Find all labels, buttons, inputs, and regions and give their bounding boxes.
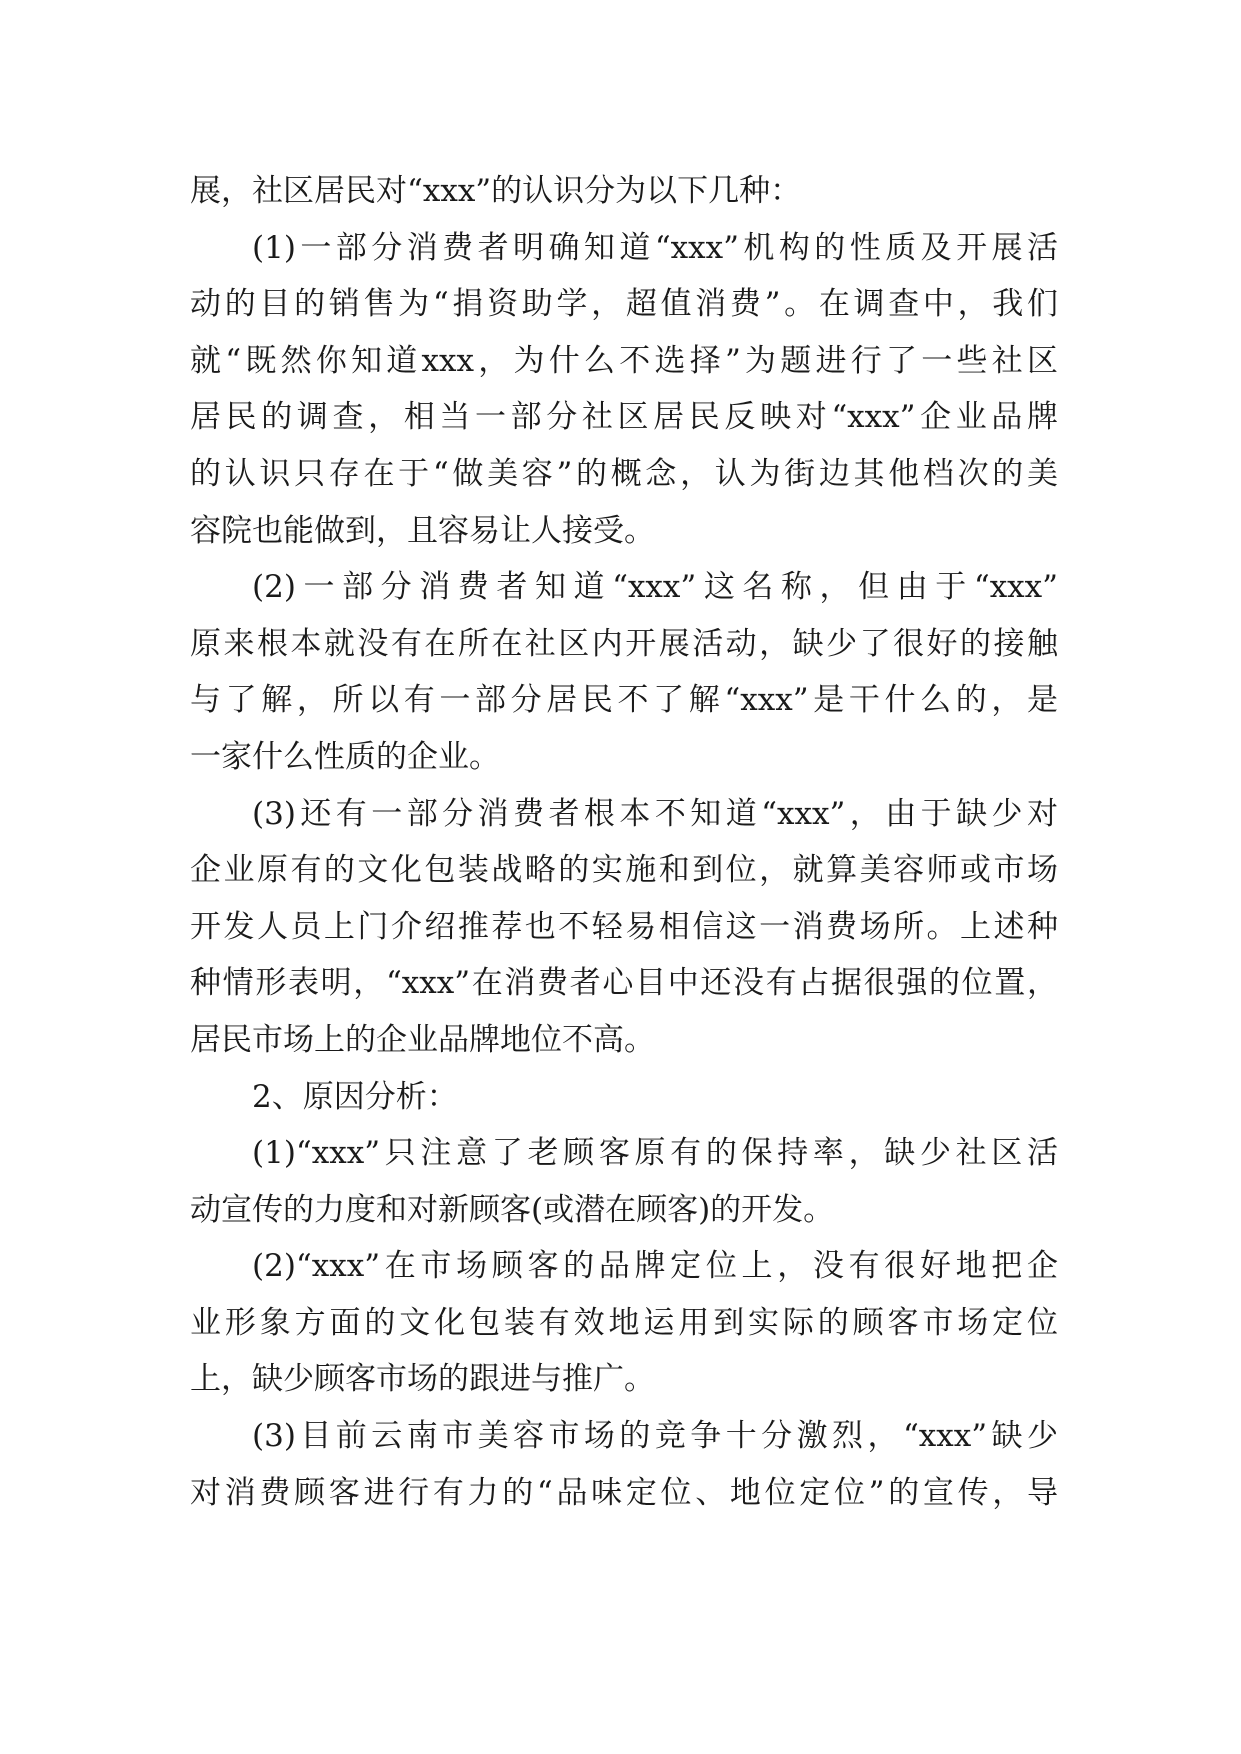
- text-line: 就“既然你知道xxx，为什么不选择”为题进行了一些社区: [190, 342, 1058, 379]
- text-line: (1)“xxx”只注意了老顾客原有的保持率，缺少社区活: [252, 1135, 1058, 1172]
- text-line: 与了解，所以有一部分居民不了解“xxx”是干什么的，是: [190, 682, 1058, 719]
- text-line: (3)还有一部分消费者根本不知道“xxx”，由于缺少对: [252, 795, 1058, 832]
- text-line: 动宣传的力度和对新顾客(或潜在顾客)的开发。: [190, 1191, 835, 1228]
- text-line: (1)一部分消费者明确知道“xxx”机构的性质及开展活: [252, 229, 1058, 266]
- text-line: 种情形表明，“xxx”在消费者心目中还没有占据很强的位置，: [190, 965, 1058, 1002]
- text-line: 居民市场上的企业品牌地位不高。: [190, 1021, 655, 1058]
- text-line: 的认识只存在于“做美容”的概念，认为街边其他档次的美: [190, 455, 1058, 492]
- text-line: 上，缺少顾客市场的跟进与推广。: [190, 1361, 655, 1398]
- text-line: 开发人员上门介绍推荐也不轻易相信这一消费场所。上述种: [190, 908, 1058, 945]
- text-line: 动的目的销售为“捐资助学，超值消费”。在调查中，我们: [190, 286, 1058, 323]
- text-line: 一家什么性质的企业。: [190, 738, 500, 775]
- text-line: 企业原有的文化包装战略的实施和到位，就算美容师或市场: [190, 852, 1058, 889]
- text-line: 展，社区居民对“xxx”的认识分为以下几种：: [190, 173, 802, 209]
- text-line: 对消费顾客进行有力的“品味定位、地位定位”的宣传，导: [190, 1474, 1058, 1511]
- text-line: 原来根本就没有在所在社区内开展活动，缺少了很好的接触: [190, 625, 1058, 662]
- document-body: [190, 163, 1058, 1521]
- text-line: 业形象方面的文化包装有效地运用到实际的顾客市场定位: [190, 1304, 1058, 1341]
- text-line: 居民的调查，相当一部分社区居民反映对“xxx”企业品牌: [190, 399, 1058, 436]
- text-line: (3)目前云南市美容市场的竞争十分激烈，“xxx”缺少: [252, 1418, 1058, 1455]
- text-line: 2、原因分析：: [252, 1078, 458, 1115]
- text-line: 容院也能做到，且容易让人接受。: [190, 512, 655, 549]
- text-line: (2)一部分消费者知道“xxx”这名称，但由于“xxx”: [252, 569, 1058, 606]
- text-line: (2)“xxx”在市场顾客的品牌定位上，没有很好地把企: [252, 1248, 1058, 1285]
